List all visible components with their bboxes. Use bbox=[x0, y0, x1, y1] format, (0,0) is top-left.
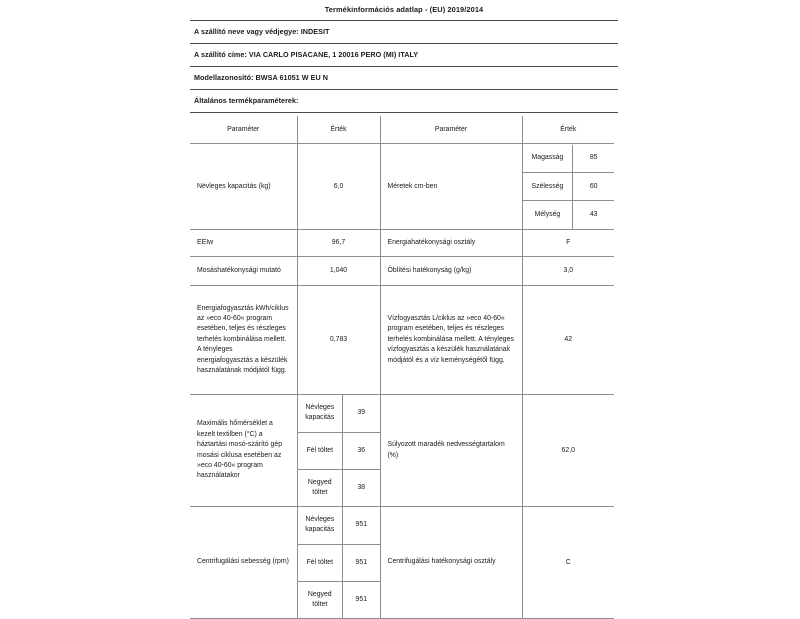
cell-dimensions-subtable bbox=[522, 144, 614, 230]
table-row bbox=[298, 469, 380, 506]
cell-rinsing-efficiency-label: Öblítési hatékonyság (g/kg) bbox=[380, 257, 522, 286]
page-title: Termékinformációs adatlap - (EU) 2019/2014 bbox=[324, 5, 484, 14]
cell-spin-class-label: Centrifugálási hatékonysági osztály bbox=[380, 507, 522, 619]
dimension-value-width: 60 bbox=[573, 173, 614, 201]
dimension-value-depth: 43 bbox=[573, 201, 614, 229]
cell-rated-capacity-label: Névleges kapacitás (kg) bbox=[190, 144, 297, 230]
table-row-eeiw bbox=[190, 230, 614, 257]
cell-washing-index-value: 1,040 bbox=[297, 257, 380, 286]
temperature-load-name-half: Fél töltet bbox=[298, 432, 343, 469]
cell-spin-speed-subtable bbox=[297, 507, 380, 619]
cell-energy-consumption-value: 0,783 bbox=[297, 286, 380, 395]
dimension-name-width: Szélesség bbox=[523, 173, 573, 201]
dimension-value-height: 85 bbox=[573, 145, 614, 173]
temperature-load-value-half: 36 bbox=[343, 432, 380, 469]
dimension-name-depth: Mélység bbox=[523, 201, 573, 229]
header-parameter-right: Paraméter bbox=[380, 116, 522, 144]
table-row bbox=[523, 145, 615, 173]
table-row bbox=[523, 201, 615, 229]
table-row bbox=[298, 507, 380, 544]
cell-rated-capacity-value: 6,0 bbox=[297, 144, 380, 230]
document-header bbox=[190, 0, 618, 113]
table-row bbox=[298, 432, 380, 469]
header-value-right: Érték bbox=[522, 116, 614, 144]
table-row bbox=[298, 395, 380, 432]
spin-load-value-quarter: 951 bbox=[343, 581, 380, 618]
cell-dimensions-label: Méretek cm-ben bbox=[380, 144, 522, 230]
cell-spin-class-value: C bbox=[522, 507, 614, 619]
product-parameters-table bbox=[190, 116, 614, 619]
supplier-name-line: A szállító neve vagy védjegye: INDESIT bbox=[194, 27, 330, 37]
dimensions-table bbox=[523, 145, 615, 229]
table-row bbox=[523, 173, 615, 201]
spin-speed-loads-table bbox=[298, 507, 380, 618]
cell-eeiw-value: 96,7 bbox=[297, 230, 380, 257]
general-parameters-heading: Általános termékparaméterek: bbox=[194, 96, 299, 106]
cell-energy-class-label: Energiahatékonysági osztály bbox=[380, 230, 522, 257]
spin-load-name-rated: Névleges kapacitás bbox=[298, 507, 343, 544]
cell-residual-moisture-value: 62,0 bbox=[522, 395, 614, 507]
temperature-load-value-rated: 39 bbox=[343, 395, 380, 432]
temperature-loads-table bbox=[298, 395, 380, 506]
cell-max-temperature-subtable bbox=[297, 395, 380, 507]
temperature-load-value-quarter: 38 bbox=[343, 469, 380, 506]
table-row bbox=[298, 544, 380, 581]
model-identifier-line: Modellazonosító: BWSA 61051 W EU N bbox=[194, 73, 329, 83]
cell-residual-moisture-label: Súlyozott maradék nedvességtartalom (%) bbox=[380, 395, 522, 507]
spin-load-name-half: Fél töltet bbox=[298, 544, 343, 581]
cell-washing-index-label: Mosáshatékonysági mutató bbox=[190, 257, 297, 286]
dimension-name-height: Magasság bbox=[523, 145, 573, 173]
table-row-energy-consumption bbox=[190, 286, 614, 395]
header-value-left: Érték bbox=[297, 116, 380, 144]
spin-load-value-rated: 951 bbox=[343, 507, 380, 544]
table-row-spin-speed bbox=[190, 507, 614, 619]
cell-water-consumption-value: 42 bbox=[522, 286, 614, 395]
cell-spin-speed-label: Centrifugálási sebesség (rpm) bbox=[190, 507, 297, 619]
temperature-load-name-rated: Névleges kapacitás bbox=[298, 395, 343, 432]
cell-water-consumption-label: Vízfogyasztás L/ciklus az »eco 40-60« program esetében, teljes és részleges terhelés kombinálása mellett. A tényleges vízfogyasztás a készülék használatának módjától és a víz keménységétől függ. bbox=[380, 286, 522, 395]
spin-load-name-quarter: Negyed töltet bbox=[298, 581, 343, 618]
table-row-washing-index bbox=[190, 257, 614, 286]
rule-under-section-heading bbox=[190, 112, 618, 113]
spin-load-value-half: 951 bbox=[343, 544, 380, 581]
cell-energy-class-value: F bbox=[522, 230, 614, 257]
cell-max-temperature-label: Maximális hőmérséklet a kezelt textilben (°C) a háztartási mosó-szárító gép mosási ciklusa esetében az »eco 40-60« program használatakor bbox=[190, 395, 297, 507]
table-row-max-temperature bbox=[190, 395, 614, 507]
supplier-address-line: A szállító címe: VIA CARLO PISACANE, 1 20016 PERO (MI) ITALY bbox=[194, 50, 419, 60]
table-row-rated-capacity bbox=[190, 144, 614, 230]
header-parameter-left: Paraméter bbox=[190, 116, 297, 144]
temperature-load-name-quarter: Negyed töltet bbox=[298, 469, 343, 506]
cell-eeiw-label: EEIw bbox=[190, 230, 297, 257]
cell-energy-consumption-label: Energiafogyasztás kWh/ciklus az »eco 40-60« program esetében, teljes és részleges terhelés kombinálása mellett. A tényleges energiafogyasztás a készülék használatának módjától függ. bbox=[190, 286, 297, 395]
table-header-row bbox=[190, 116, 614, 144]
cell-rinsing-efficiency-value: 3,0 bbox=[522, 257, 614, 286]
